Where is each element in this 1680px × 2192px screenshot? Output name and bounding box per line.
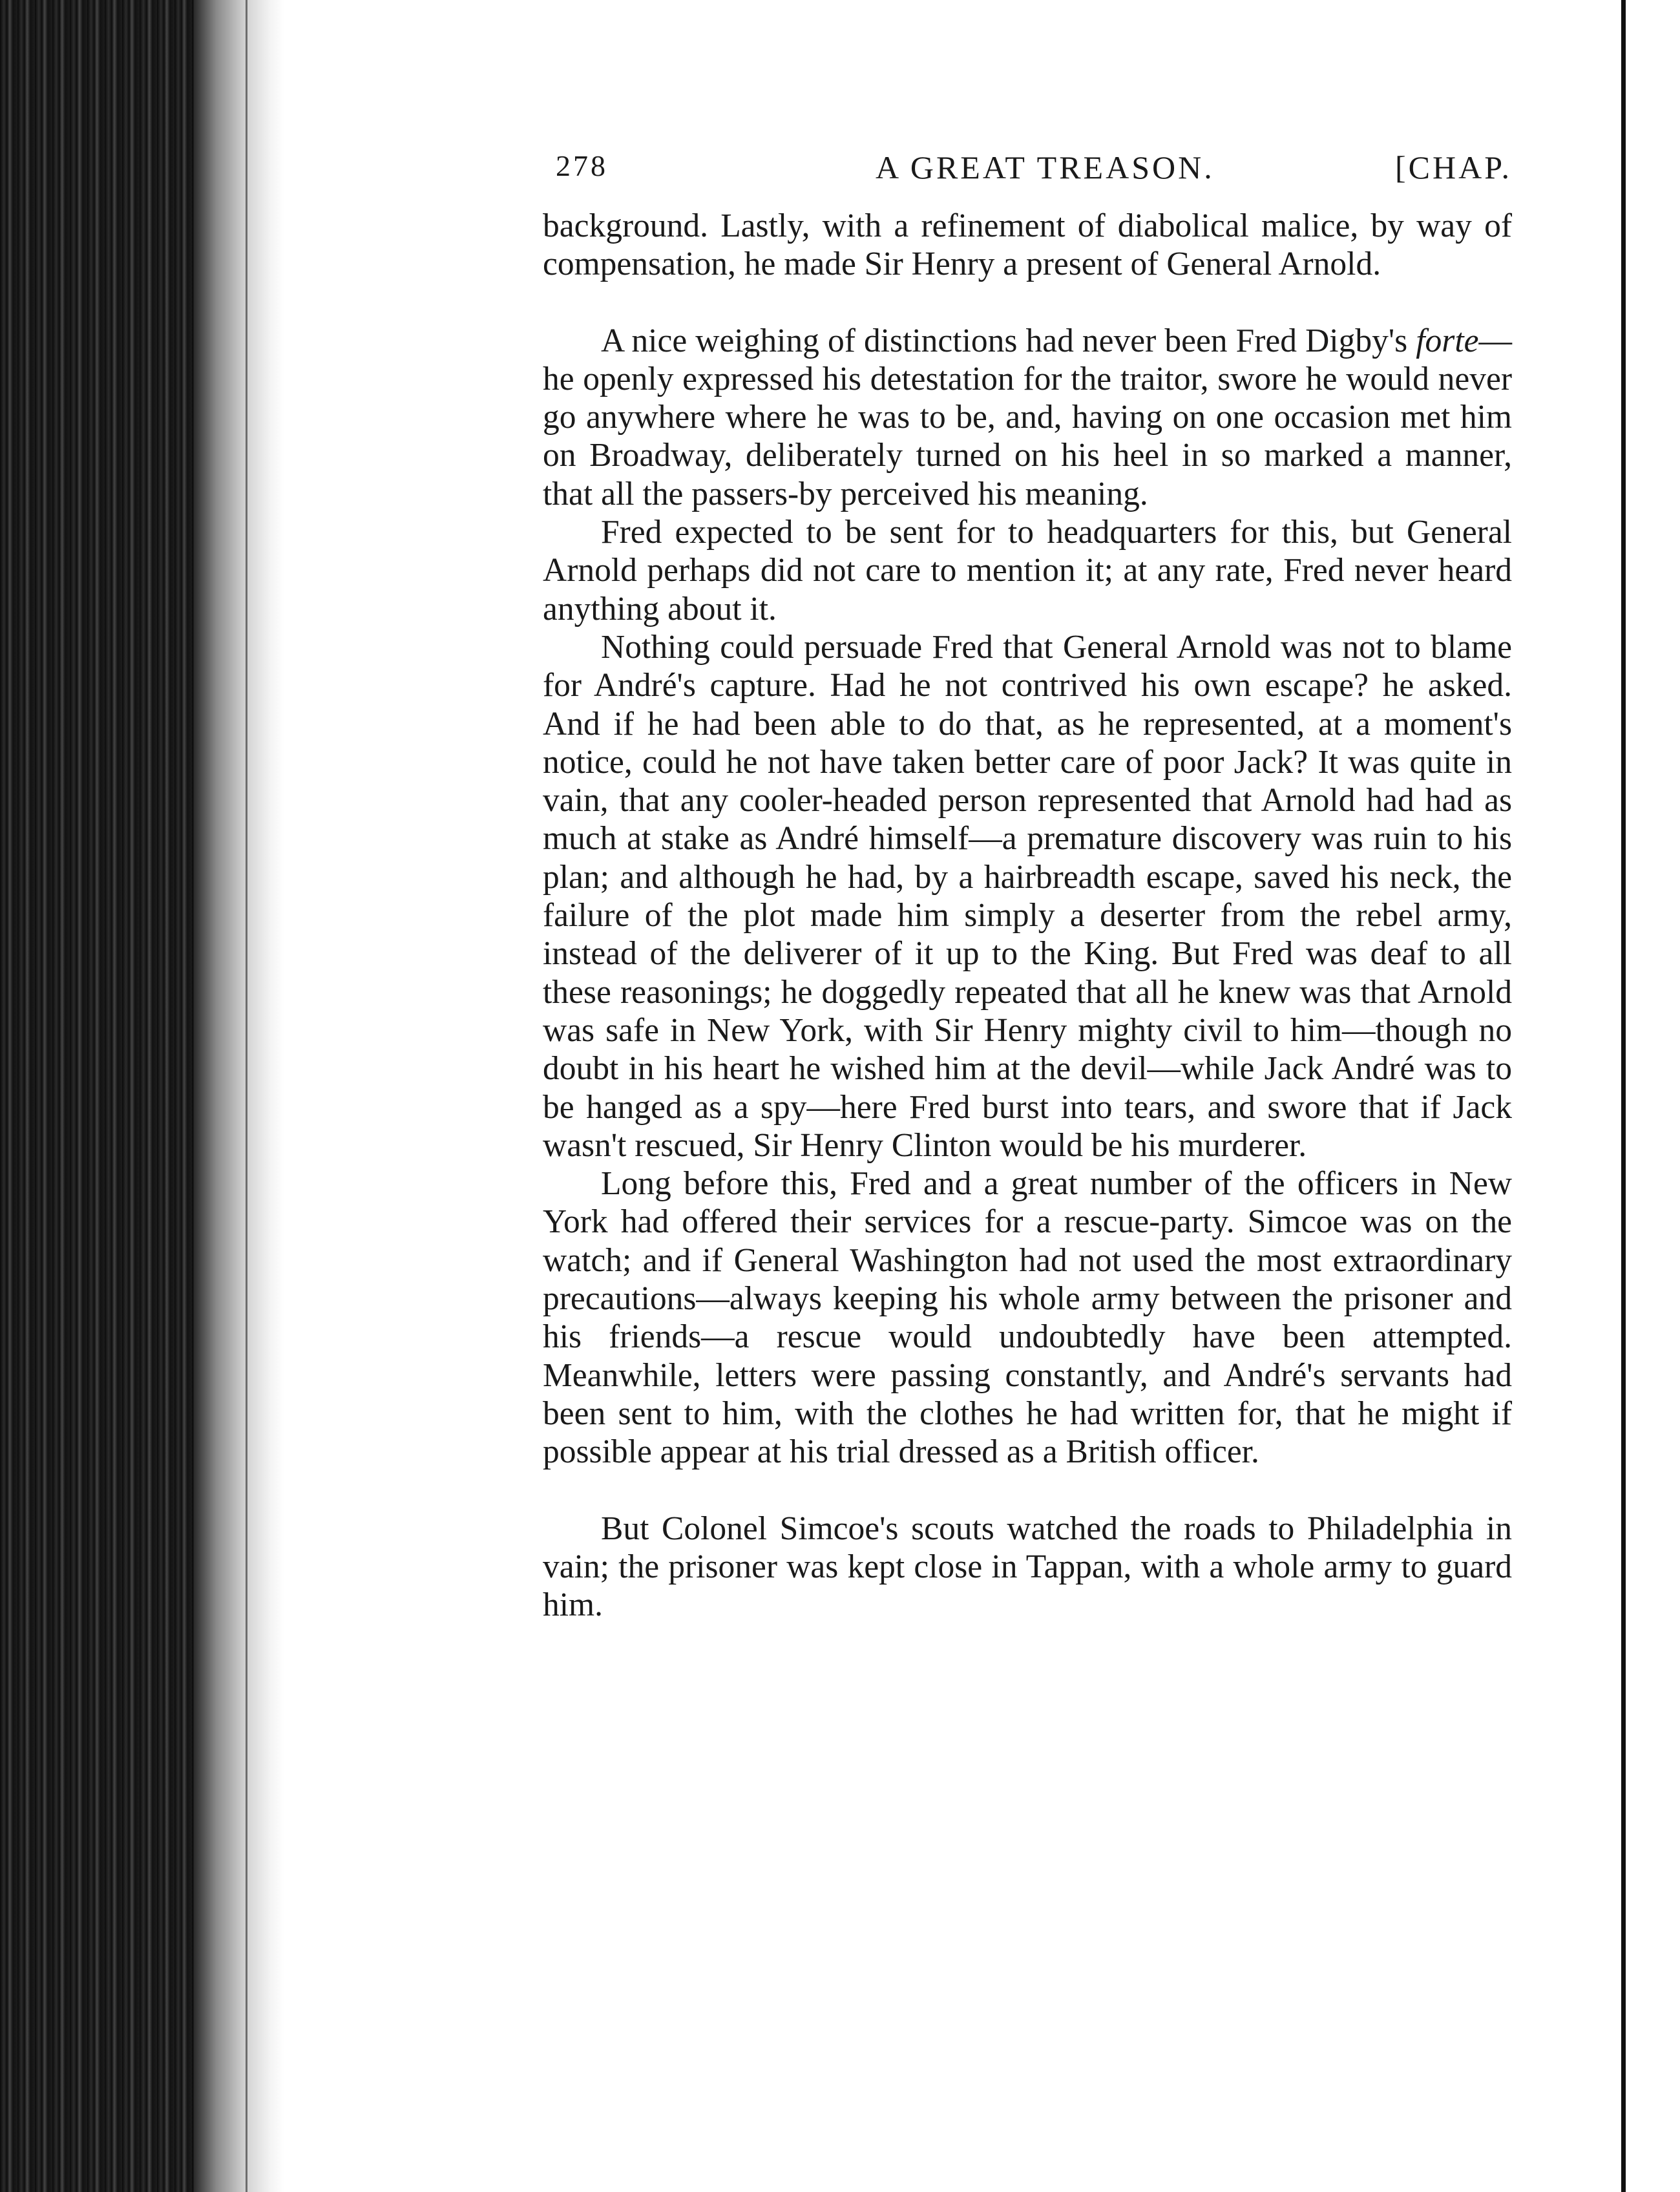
book-binding-edge bbox=[0, 0, 194, 2192]
paragraph-2-italic-word: forte bbox=[1416, 322, 1479, 359]
page-number: 278 bbox=[556, 149, 608, 182]
paragraph-6: But Colonel Simcoe's scouts watched the roads to Philadelphia in vain; the prisoner was kept close in Tappan, with a whole army to guard him. bbox=[543, 1510, 1512, 1624]
page-gutter-shadow bbox=[194, 0, 284, 2192]
paragraph-1: background. Lastly, with a refinement of diabolical malice, by way of compensation, he made Sir Henry a present of General Arnold. bbox=[543, 207, 1512, 283]
paragraph-5: Long before this, Fred and a great number of the officers in New York had offered their services for a rescue-party. Simcoe was on the watch; and if General Washington had not used the most extraordinary precautions—always keeping his whole army between the prisoner and his friends—a rescue would undoubtedly have been attempted. Meanwhile, letters were passing constantly, and André's servants had been sent to him, with the clothes he had written for, that he might if possible appear at his trial dressed as a British officer. bbox=[543, 1165, 1512, 1471]
gutter-line bbox=[246, 0, 247, 2192]
body-text bbox=[543, 207, 1512, 1624]
paragraph-2-text-before: A nice weighing of distinctions had never been Fred Digby's bbox=[601, 322, 1416, 359]
chapter-label: [CHAP. bbox=[1395, 149, 1512, 185]
paragraph-3: Fred expected to be sent for to headquarters for this, but General Arnold perhaps did not care to mention it; at any rate, Fred never heard anything about it. bbox=[543, 514, 1512, 627]
right-page-edge bbox=[1621, 0, 1626, 2192]
paragraph-2 bbox=[543, 322, 1512, 513]
book-page bbox=[543, 149, 1512, 1624]
running-head bbox=[543, 149, 1512, 207]
paragraph-2-text-after: —he openly expressed his detestation for the traitor, swore he would never go anywhere where he was to be, and, having on one occasion met him on Broadway, deliberately turned on his heel in so marked a manner, that all the passers-by perceived his meaning. bbox=[543, 322, 1512, 512]
paragraph-4: Nothing could persuade Fred that General Arnold was not to blame for André's capture. Had he not contrived his own escape? he asked. And if he had been able to do that, as he represented, at a moment's notice, could he not have taken better care of poor Jack? It was quite in vain, that any cooler-headed person represented that Arnold had had as much at stake as André himself—a premature discovery was ruin to his plan; and although he had, by a hairbreadth escape, saved his neck, the failure of the plot made him simply a deserter from the rebel army, instead of the deliverer of it up to the King. But Fred was deaf to all these reasonings; he doggedly repeated that all he knew was that Arnold was safe in New York, with Sir Henry mighty civil to him—though no doubt in his heart he wished him at the devil—while Jack André was to be hanged as a spy—here Fred burst into tears, and swore that if Jack wasn't rescued, Sir Henry Clinton would be his murderer. bbox=[543, 628, 1512, 1164]
running-title: A GREAT TREASON. bbox=[876, 149, 1215, 185]
